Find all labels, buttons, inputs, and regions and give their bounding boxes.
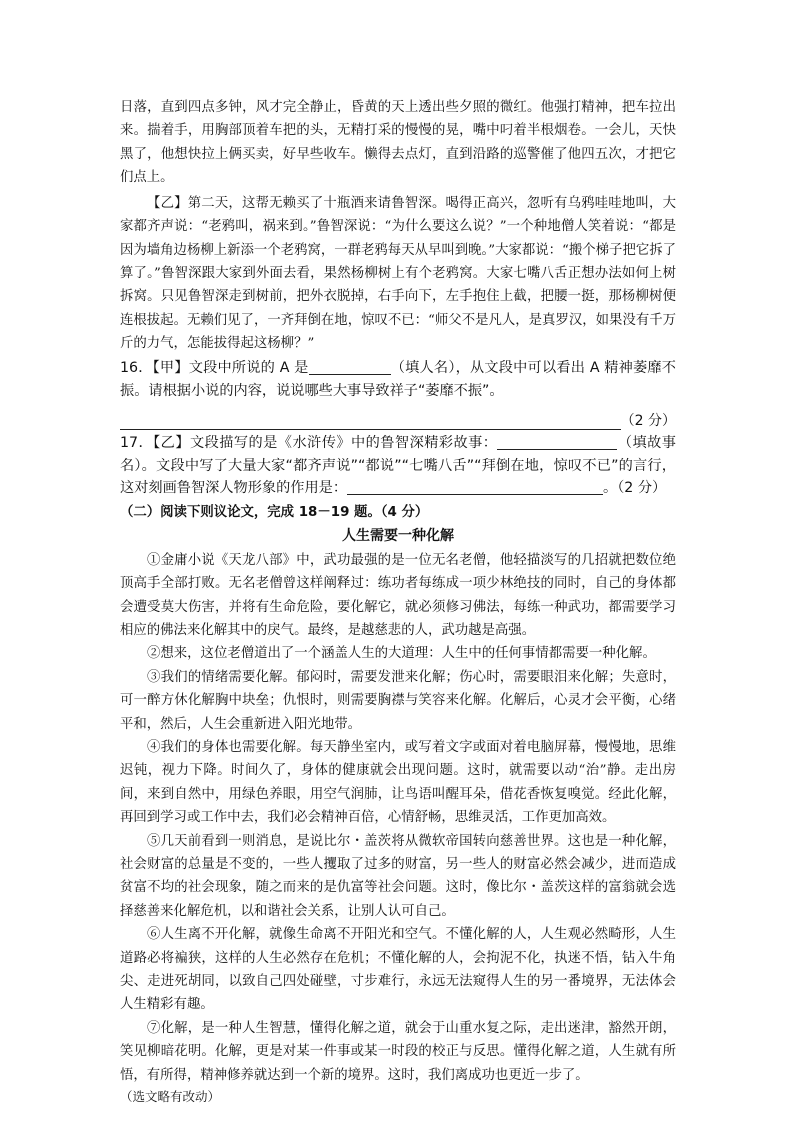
question-17 xyxy=(120,432,676,500)
essay-paragraph-4: ④我们的身体也需要化解。每天静坐室内，或写着文字或面对着电脑屏幕，慢慢地，思维迟钝，视力下降。时间久了，身体的健康就会出现问题。这时，就需要以动“治”静。走出房间，来到自然中，用绿色养眼，用空气润肺，让鸟语叫醒耳朵，借花香恢复嗅觉。经此化解，再回到学习或工作中去，我们必会精神百倍，心情舒畅，思维灵活，工作更加高效。 xyxy=(120,740,676,826)
essay-body xyxy=(120,549,676,1087)
essay-paragraph-7: ⑦化解，是一种人生智慧，懂得化解之道，就会于山重水复之际，走出迷津，豁然开朗，笑见柳暗花明。化解，更是对某一件事或某一时段的校正与反思。懂得化解之道，人生就有所悟，有所得，精神修养就达到一个新的境界。这时，我们离成功也更近一步了。 xyxy=(120,1020,676,1083)
passage-jia-end: 日落，直到四点多钟，风才完全静止，昏黄的天上透出些夕照的微红。他强打精神，把车拉出来。揣着手，用胸部顶着车把的头，无精打采的慢慢的晃，嘴中叼着半根烟卷。一会儿，天快黑了，他想快拉上俩买卖，好早些收车。懒得去点灯，直到沿路的巡警催了他四五次，才把它们点上。 xyxy=(120,100,676,185)
q16-prefix: 16．【甲】文段中所说的 A 是 xyxy=(120,360,309,377)
essay-paragraph-3: ③我们的情绪需要化解。郁闷时，需要发泄来化解；伤心时，需要眼泪来化解；失意时，可一醉方休化解胸中块垒；仇恨时，则需要胸襟与笑容来化解。化解后，心灵才会平衡，心绪平和，然后，人生会重新进入阳光地带。 xyxy=(120,669,676,732)
q16-answer-line xyxy=(120,408,676,430)
essay-title: 人生需要一种化解 xyxy=(342,527,454,544)
q16-score: （2 分） xyxy=(620,413,676,430)
q16-body: （填人名），从文段中可以看出 A 精神萎靡不振。请根据小说的内容，说说哪些大事导致祥子“萎靡不振”。 xyxy=(120,360,676,399)
passage-yi: 【乙】第二天，这帮无赖买了十瓶酒来请鲁智深。喝得正高兴，忽听有乌鸦哇哇地叫，大家都齐声说：“老鸦叫，祸来到。”鲁智深说：“为什么要这么说？”一个种地僧人笑着说：“都是因为墙角边杨柳上新添一个老鸦窝，一群老鸦每天从早叫到晚。”大家都说：“搬个梯子把它拆了算了。”鲁智深跟大家到外面去看，果然杨柳树上有个老鸦窝。大家七嘴八舌正想办法如何上树拆窝。只见鲁智深走到树前，把外衣脱掉，右手向下，左手抱住上截，把腰一挺，那杨柳树便连根拔起。无赖们见了，一齐拜倒在地，惊叹不已：“师父不是凡人，是真罗汉，如果没有千万斤的力气，怎能拔得起这杨柳？” xyxy=(120,196,677,351)
q17-story-blank[interactable] xyxy=(497,433,617,450)
essay-paragraph-1: ①金庸小说《天龙八部》中，武功最强的是一位无名老僧，他轻描淡写的几招就把数位绝顶高手全部打败。无名老僧曾这样阐释过：练功者每练成一项少林绝技的同时，自己的身体都会遭受莫大伤害，并将有生命危险，要化解它，就必须修习佛法，每练一种武功，都需要学习相应的佛法来化解其中的戾气。最终，是越慈悲的人，武功越是高强。 xyxy=(120,552,676,638)
q16-answer-blank[interactable] xyxy=(309,358,391,375)
q17-effect-blank[interactable] xyxy=(347,478,603,495)
essay-paragraph-5: ⑤几天前看到一则消息，是说比尔・盖茨将从微软帝国转向慈善世界。这也是一种化解，社会财富的总量是不变的，一些人攫取了过多的财富，另一些人的财富必然会减少，进而造成贫富不均的社会现象，随之而来的是仇富等社会问题。这时，像比尔・盖茨这样的富翁就会选择慈善来化解危机，以和谐社会关系，让别人认可自己。 xyxy=(120,833,676,919)
source-note: （选文略有改动） xyxy=(120,1089,221,1105)
section-2-heading: （二）阅读下则议论文，完成 18－19 题。（4 分） xyxy=(120,504,429,520)
q16-answer-rule[interactable] xyxy=(120,413,621,430)
essay-paragraph-2: ②想来，这位老僧道出了一个涵盖人生的大道理：人生中的任何事情都需要一种化解。 xyxy=(147,646,656,662)
q17-body: （填故事名）。文段中写了大量大家“都齐声说”“都说”“七嘴八舌”“拜倒在地，惊叹不已”的言行，这对刻画鲁智深人物形象的作用是： xyxy=(120,435,676,497)
essay-paragraph-6: ⑥人生离不开化解，就像生命离不开阳光和空气。不懂化解的人，人生观必然畸形，人生道路必将褊狭，这样的人生必然存在危机；不懂化解的人，会拘泥不化，执迷不悟，钻入牛角尖、走进死胡同，以致自己四处碰壁，寸步难行，永远无法窥得人生的另一番境界，无法体会人生精彩有趣。 xyxy=(120,927,676,1013)
question-16 xyxy=(120,357,676,402)
exam-page xyxy=(120,96,676,1107)
q17-prefix: 17．【乙】文段描写的是《水浒传》中的鲁智深精彩故事： xyxy=(120,435,498,452)
q17-score: 。（2 分） xyxy=(603,480,667,497)
